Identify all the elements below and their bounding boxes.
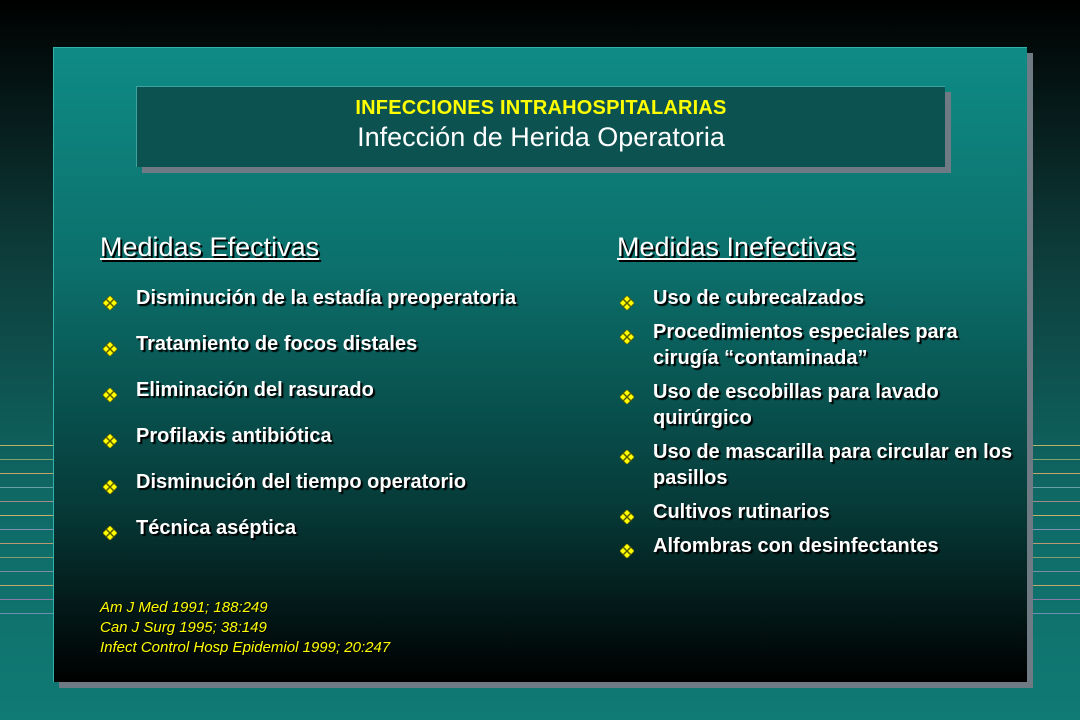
- list-item: [617, 439, 1017, 491]
- diamond-clover-bullet-icon: [620, 445, 634, 459]
- title-box: [136, 86, 945, 167]
- list-item-text: Disminución de la estadía preoperatoria: [136, 287, 517, 309]
- list-item-text: Técnica aséptica: [136, 517, 297, 539]
- ineffective-measures-heading: Medidas Inefectivas: [617, 232, 856, 262]
- slide-subtitle: Infección de Herida Operatoria: [357, 122, 725, 152]
- diamond-clover-bullet-icon: [620, 291, 634, 305]
- diamond-clover-bullet-icon: [620, 505, 634, 519]
- ineffective-measures-list: [617, 285, 1017, 559]
- list-item: [100, 377, 540, 403]
- list-item-text: Uso de mascarilla para circular en los pasillos: [653, 441, 1013, 489]
- list-item: [100, 285, 540, 311]
- reference-line: Can J Surg 1995; 38:149: [100, 619, 267, 636]
- list-item: [617, 285, 1017, 311]
- effective-measures-column: [100, 232, 540, 561]
- list-item: [617, 379, 1017, 431]
- list-item-text: Uso de cubrecalzados: [653, 287, 865, 309]
- list-item-text: Alfombras con desinfectantes: [653, 535, 939, 557]
- list-item: [617, 499, 1017, 525]
- diamond-clover-bullet-icon: [620, 539, 634, 553]
- effective-measures-heading: Medidas Efectivas: [100, 232, 320, 262]
- reference-line: Am J Med 1991; 188:249: [100, 599, 268, 616]
- list-item-text: Cultivos rutinarios: [653, 501, 830, 523]
- list-item: [100, 331, 540, 357]
- list-item-text: Profilaxis antibiótica: [136, 425, 332, 447]
- slide-title: INFECCIONES INTRAHOSPITALARIAS: [355, 97, 727, 119]
- diamond-clover-bullet-icon: [103, 429, 117, 443]
- list-item: [617, 533, 1017, 559]
- list-item-text: Eliminación del rasurado: [136, 379, 374, 401]
- list-item: [100, 469, 540, 495]
- reference-line: Infect Control Hosp Epidemiol 1999; 20:247: [100, 639, 391, 656]
- ineffective-measures-column: [617, 232, 1017, 567]
- references: [100, 598, 390, 658]
- list-item-text: Uso de escobillas para lavado quirúrgico: [653, 381, 939, 429]
- list-item-text: Disminución del tiempo operatorio: [136, 471, 467, 493]
- diamond-clover-bullet-icon: [620, 325, 634, 339]
- decorative-stripes-left: [0, 445, 60, 615]
- diamond-clover-bullet-icon: [103, 475, 117, 489]
- effective-measures-list: [100, 285, 540, 541]
- list-item: [100, 515, 540, 541]
- diamond-clover-bullet-icon: [103, 337, 117, 351]
- diamond-clover-bullet-icon: [103, 383, 117, 397]
- diamond-clover-bullet-icon: [103, 521, 117, 535]
- list-item: [100, 423, 540, 449]
- list-item: [617, 319, 1017, 371]
- list-item-text: Tratamiento de focos distales: [136, 333, 418, 355]
- decorative-stripes-right: [1025, 445, 1080, 615]
- list-item-text: Procedimientos especiales para cirugía “contaminada”: [653, 321, 958, 369]
- diamond-clover-bullet-icon: [103, 291, 117, 305]
- diamond-clover-bullet-icon: [620, 385, 634, 399]
